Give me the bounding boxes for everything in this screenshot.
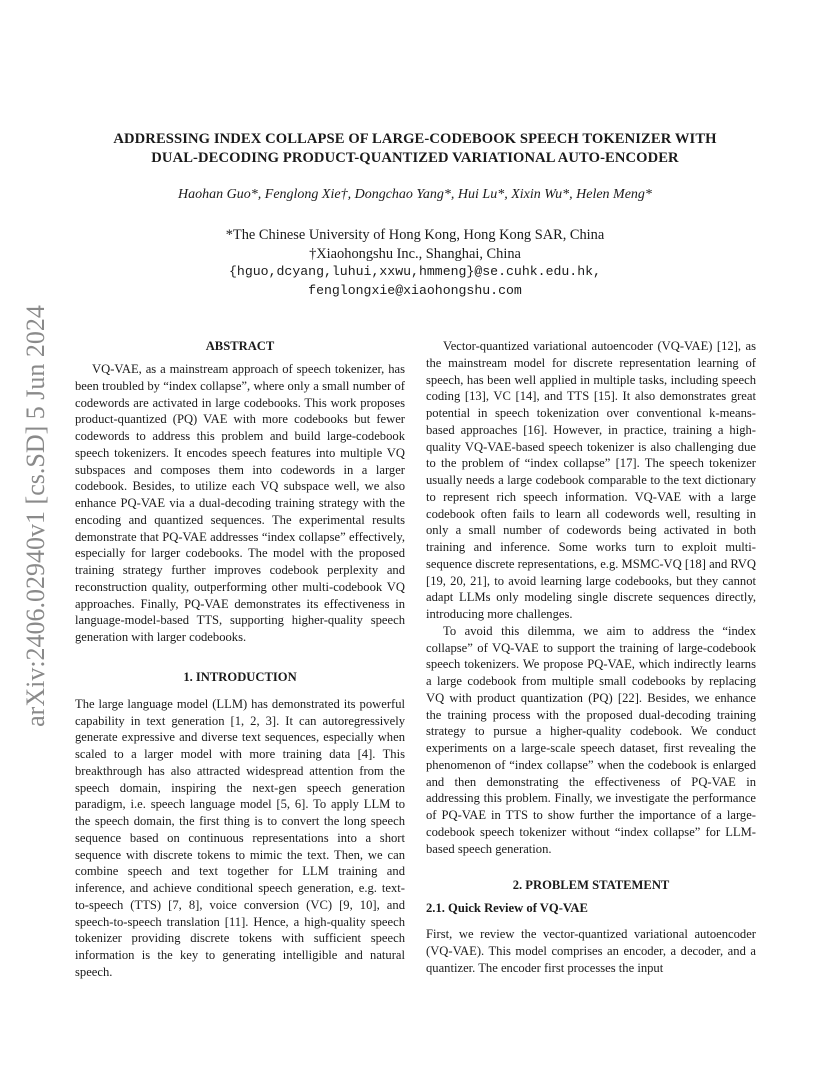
affiliation-xiaohongshu: †Xiaohongshu Inc., Shanghai, China: [309, 245, 521, 262]
problem-statement-heading: 2. PROBLEM STATEMENT: [512, 878, 670, 893]
abstract-text: VQ-VAE, as a mainstream approach of speech tokenizer, has been troubled by “index collapse”, where only a small number of codewords are activated in large codebooks. This work proposes product-quantized (PQ) VAE with more codebooks but fewer codewords to address this problem and build large-codebook speech tokenizers. It encodes speech features into multiple VQ subspaces and composes them into codewords in a larger codebook. Besides, to utilize each VQ subspace well, we also enhance PQ-VAE via a dual-decoding training strategy with the encoding and quantized sequences. The experimental results demonstrate that PQ-VAE addresses “index collapse” effectively, especially for larger codebooks. The model with the proposed training strategy further improves codebook perplexity and reconstruction quality, outperforming other multi-codebook VQ approaches. Finally, PQ-VAE demonstrates its effectiveness in language-model-based TTS, supporting higher-quality speech generation with larger codebooks.: [75, 362, 405, 644]
introduction-paragraph-1: The large language model (LLM) has demonstrated its powerful capability in text generation [1, 2, 3]. It can autoregressively generate expressive and diverse text sequences, especially when scaled to a larger model with more training data [4]. This breakthrough has also attracted widespread attention from the speech domain, inspiring the next-gen speech generation paradigm, i.e. speech language model [5, 6]. To apply LLM to the speech domain, the first thing is to convert the long speech sequence based on continuous representations into a short sequence with discrete tokens to mimic the text. Then, we can combine speech and text together for LLM training and inference, and achieve conditional speech generation, e.g. text-to-speech (TTS) [7, 8], voice conversion (VC) [9, 10], and speech-to-speech translation [11]. Hence, a high-quality speech tokenizer providing discrete tokens with sufficient speech information is the key to generating intelligible and natural speech.: [75, 696, 405, 979]
arxiv-identifier: [8, 296, 64, 736]
introduction-paragraph-3: To avoid this dilemma, we aim to address the “index collapse” of VQ-VAE to support the training of large-codebook speech tokenizers. We propose PQ-VAE, which indirectly learns a large codebook from multiple small codebooks by replacing VQ with product quantization (PQ) [22]. Besides, we enhance the training process with the proposed dual-decoding training strategy to pursue a higher-quality codebook. We conduct experiments on a large-scale speech dataset, first revealing the phenomenon of “index collapse” when the codebook is enlarged and then demonstrating the effectiveness of PQ-VAE in addressing this problem. Finally, we investigate the performance of PQ-VAE in TTS to show further the importance of a large-codebook speech tokenizer without “index collapse” for LLM-based speech generation.: [426, 623, 756, 856]
vq-vae-review-paragraph: First, we review the vector-quantized variational autoencoder (VQ-VAE). This model comprises an encoder, a decoder, and a quantizer. The encoder first processes the input: [426, 927, 756, 975]
paper-title-line-2: DUAL-DECODING PRODUCT-QUANTIZED VARIATIONAL AUTO-ENCODER: [151, 150, 679, 166]
introduction-paragraph-2: Vector-quantized variational autoencoder (VQ-VAE) [12], as the mainstream model for discrete representation learning of speech, has been well applied in multiple tasks, including speech coding [13], VC [14], and TTS [15]. It also demonstrates great potential in speech tokenization over conventional k-means-based approaches [16]. However, in practice, training a high-quality VQ-VAE-based speech tokenizer is also challenging due to the problem of “index collapse” [17]. The speech tokenizer usually needs a large codebook comparable to the text dictionary to represent rich speech information. VQ-VAE with a large codebook often fails to learn all codewords well, resulting in only a small number of codewords being activated in both training and inference. Some works turn to exploit multi-sequence discrete representations, e.g. MSMC-VQ [18] and RVQ [19, 20, 21], to avoid learning large codebooks, but they cannot adapt LLMs only modeling single discrete sequences directly, introducing more challenges.: [426, 339, 756, 621]
left-column: [75, 338, 405, 981]
affiliations: [70, 226, 760, 300]
right-column: [426, 338, 756, 977]
introduction-heading: 1. INTRODUCTION: [183, 669, 297, 684]
paper-title: [70, 130, 760, 168]
vq-vae-review-heading: 2.1. Quick Review of VQ-VAE: [426, 901, 588, 916]
paper-title-line-1: ADDRESSING INDEX COLLAPSE OF LARGE-CODEBOOK SPEECH TOKENIZER WITH: [113, 131, 717, 147]
affiliation-cuhk: *The Chinese University of Hong Kong, Hong Kong SAR, China: [225, 227, 605, 243]
email-line-2: fenglongxie@xiaohongshu.com: [308, 282, 522, 298]
author-list: Haohan Guo*, Fenglong Xie†, Dongchao Yang*, Hui Lu*, Xixin Wu*, Helen Meng*: [178, 187, 652, 202]
email-line-1: {hguo,dcyang,luhui,xxwu,hmmeng}@se.cuhk.edu.hk,: [229, 264, 601, 280]
arxiv-identifier-text: arXiv:2406.02940v1 [cs.SD] 5 Jun 2024: [21, 305, 51, 727]
abstract-heading: ABSTRACT: [205, 339, 275, 353]
